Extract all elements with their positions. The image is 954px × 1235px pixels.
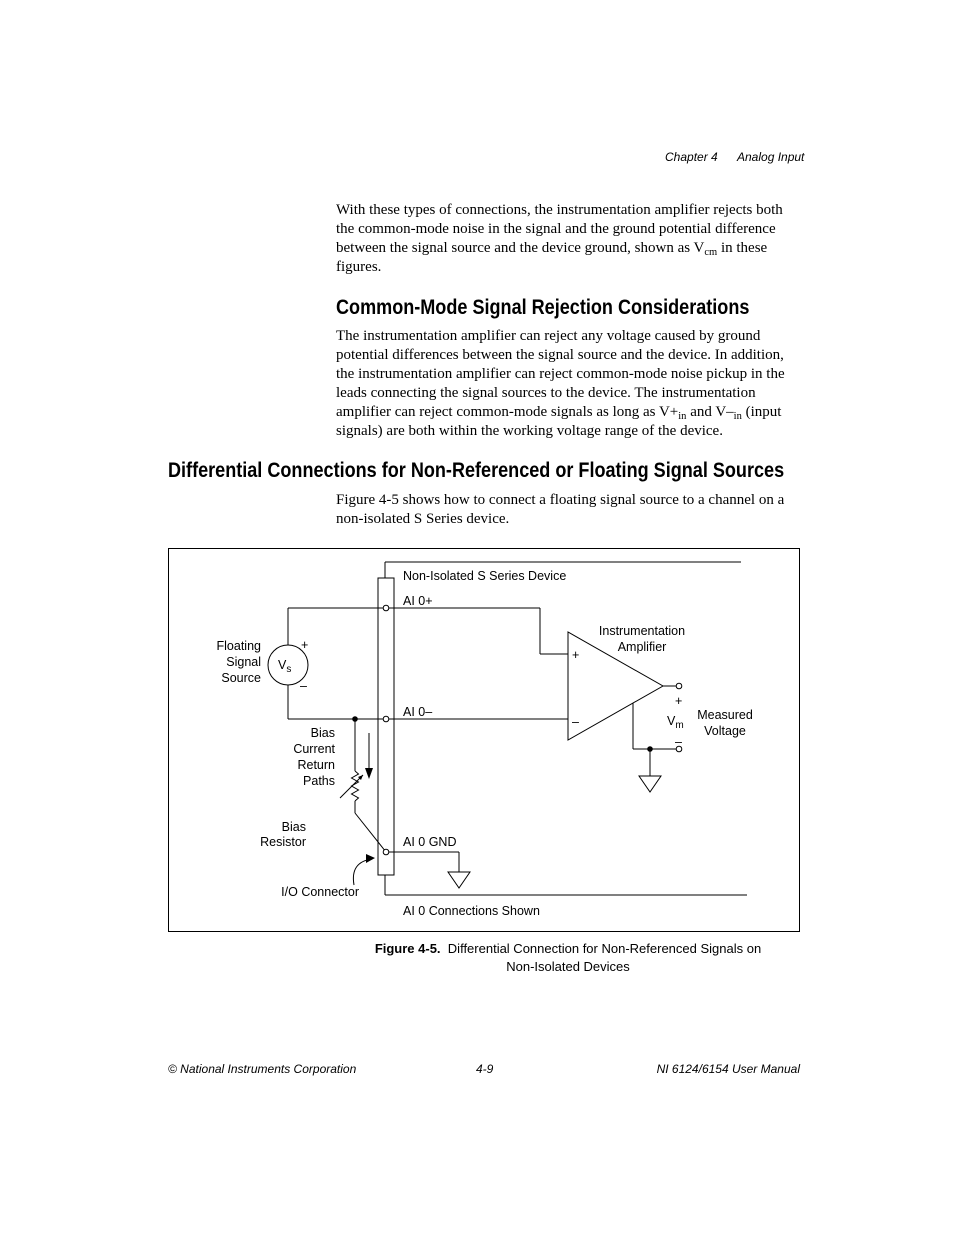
terminal-ai0-gnd xyxy=(383,849,389,855)
amp-minus-input-sign: – xyxy=(572,715,579,729)
vs-label: $V_s$ xyxy=(278,658,292,675)
bias-paths-label-4: Paths xyxy=(303,774,335,788)
amplifier-label-2: Amplifier xyxy=(617,640,667,654)
floating-source-label-1: Floating xyxy=(216,639,261,653)
measured-voltage-label-2: Voltage xyxy=(704,724,746,738)
figure-caption xyxy=(368,940,768,976)
connections-shown-label: AI 0 Connections Shown xyxy=(403,904,540,918)
io-connector-label: I/O Connector xyxy=(281,885,359,899)
heading-common-mode: Common-Mode Signal Rejection Considerations xyxy=(336,296,750,319)
source-plus-sign: + xyxy=(301,638,309,652)
terminal-output-plus xyxy=(676,683,682,689)
heading-differential-floating: Differential Connections for Non-Referenced or Floating Signal Sources xyxy=(168,459,785,482)
ai0-plus-label: AI 0+ xyxy=(403,594,433,608)
differential-paragraph: Figure 4-5 shows how to connect a floating signal source to a channel on a non-isolated S Series device. xyxy=(336,492,785,527)
footer-manual-title: NI 6124/6154 User Manual xyxy=(656,1062,800,1076)
terminal-ai0-plus xyxy=(383,605,389,611)
terminal-ai0-minus xyxy=(383,716,389,722)
ground-symbol-amplifier xyxy=(639,776,661,792)
bias-paths-label-1: Bias xyxy=(310,726,335,740)
floating-source-label-3: Source xyxy=(221,671,261,685)
measured-voltage-label-1: Measured xyxy=(697,708,753,722)
caption-line-2: Non-Isolated Devices xyxy=(506,959,630,974)
bias-paths-label-3: Return xyxy=(297,758,335,772)
bias-resistor-label-2: Resistor xyxy=(260,835,306,849)
caption-label: Figure 4-5. xyxy=(374,941,441,956)
circuit-diagram xyxy=(168,548,800,932)
junction-dot xyxy=(352,716,358,722)
figure-4-5 xyxy=(168,548,800,932)
header-chapter: Chapter 4 xyxy=(665,150,718,164)
ai0-gnd-label: AI 0 GND xyxy=(403,835,457,849)
ai0-minus-label: AI 0– xyxy=(403,705,433,719)
device-label: Non-Isolated S Series Device xyxy=(403,569,567,583)
io-connector-arrowhead xyxy=(366,854,375,863)
bias-resistor-label-1: Bias xyxy=(281,820,306,834)
output-plus-sign: + xyxy=(675,694,683,708)
junction-dot xyxy=(647,746,653,752)
amplifier-label-1: Instrumentation xyxy=(598,624,686,638)
bias-current-arrowhead xyxy=(365,768,373,779)
footer-page-number: 4-9 xyxy=(476,1062,494,1076)
footer-copyright: © National Instruments Corporation xyxy=(168,1062,357,1076)
vm-label: $V_m$ xyxy=(667,714,684,731)
common-mode-paragraph: The instrumentation amplifier can reject any voltage caused by ground potential differences between the signal source and the device. In addition, the instrumentation amplifier can reject common-mode noise pickup in the leads connecting the signal sources to the device. The instrumentation amplifier can reject common-mode signals as long as $V+_{in}$ and $V-_{in}$ (input signals) are both within the working voltage range of the device. xyxy=(336,328,785,439)
header-title: Analog Input xyxy=(737,150,805,164)
amp-plus-input-sign: + xyxy=(572,648,580,662)
floating-source-label-2: Signal xyxy=(226,655,261,669)
bias-paths-label-2: Current xyxy=(293,742,335,756)
source-minus-sign: – xyxy=(300,679,307,693)
caption-line-1: Differential Connection for Non-Referenced Signals on xyxy=(447,941,762,956)
intro-paragraph: With these types of connections, the instrumentation amplifier rejects both the common-mode noise in the signal and the ground potential difference between the signal source and the device ground, shown as $V_{cm}$ in these figures. xyxy=(336,202,783,275)
io-connector-strip xyxy=(378,578,394,875)
ground-symbol-ai-gnd xyxy=(448,872,470,888)
output-minus-sign: – xyxy=(675,735,682,749)
